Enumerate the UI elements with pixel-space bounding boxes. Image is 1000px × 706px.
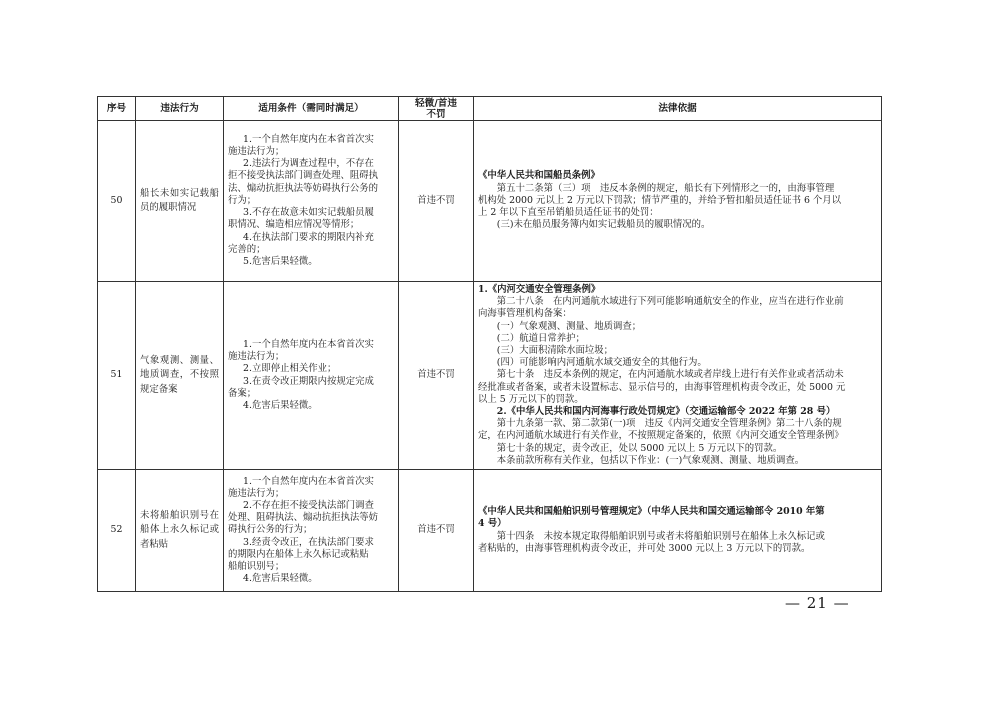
basis-line: 《中华人民共和国船员条例》	[478, 170, 600, 182]
basis-line: 4 号）	[478, 518, 507, 530]
cond-line: 施违法行为；	[228, 146, 285, 158]
basis-line: 第二十八条 在内河通航水域进行下列可能影响通航安全的作业，应当在进行作业前	[496, 296, 844, 308]
cond-line: 施违法行为；	[228, 487, 285, 499]
cond-line: 3.经责令改正，在执法部门要求	[243, 536, 374, 548]
cell-basis	[474, 282, 882, 470]
cell-mild: 首违不罚	[399, 121, 474, 282]
cond-line: 完善的；	[228, 243, 266, 255]
header-no: 序号	[98, 97, 136, 121]
basis-line: 《中华人民共和国船舶识别号管理规定》（中华人民共和国交通运输部令 2010 年第	[478, 506, 825, 518]
cond-line: 2.不存在拒不接受执法部门调查	[243, 499, 374, 511]
header-act: 违法行为	[136, 97, 224, 121]
cell-cond	[224, 470, 399, 592]
cell-mild: 首违不罚	[399, 282, 474, 470]
cell-cond	[224, 121, 399, 282]
cond-line: 1.一个自然年度内在本省首次实	[243, 475, 374, 487]
cell-basis	[474, 470, 882, 592]
basis-line: 第七十条 违反本条例的规定，在内河通航水域或者岸线上进行有关作业或者活动未	[496, 369, 844, 381]
cond-line: 4.危害后果轻微。	[243, 399, 318, 411]
basis-line: 第十九条第一款、第二款第(一)项 违反《内河交通安全管理条例》第二十八条的规	[496, 418, 842, 430]
table-row	[98, 282, 882, 470]
cell-act: 船长未如实记载船员的履职情况	[136, 121, 224, 282]
basis-line: 定，在内河通航水域进行有关作业，不按照规定备案的，依照《内河交通安全管理条例》	[478, 430, 844, 442]
basis-line: (三)未在船员服务簿内如实记载船员的履职情况的。	[496, 219, 711, 231]
basis-line: 本条前款所称有关作业，包括以下作业：(一)气象观测、测量、地质调查。	[496, 454, 805, 466]
cell-act: 气象观测、测量、地质调查，不按照规定备案	[136, 282, 224, 470]
basis-line: 经批准或者备案，或者未设置标志、显示信号的，由海事管理机构责令改正，处 5000 元	[478, 381, 846, 393]
basis-line: 机构处 2000 元以上 2 万元以下罚款；情节严重的，并给予暂扣船员适任证书 6 个月以	[478, 194, 842, 206]
basis-line: 2.《中华人民共和国内河海事行政处罚规定》（交通运输部令 2022 年第 28 号）	[496, 406, 836, 417]
cond-line: 4.危害后果轻微。	[243, 573, 318, 585]
basis-line: 第七十条的规定，责令改正，处以 5000 元以上 5 万元以下的罚款。	[496, 442, 783, 454]
cell-basis	[474, 121, 882, 282]
table-row	[98, 470, 882, 592]
basis-line: 以上 5 万元以下的罚款。	[478, 393, 584, 405]
cond-line: 备案；	[228, 387, 257, 399]
page-number: — 21 —	[785, 594, 850, 612]
cond-line: 法、煽动抗拒执法等妨碍执行公务的	[228, 182, 379, 194]
header-basis: 法律依据	[474, 97, 882, 121]
cond-line: 2.违法行为调查过程中，不存在	[243, 158, 374, 170]
header-cond: 适用条件（需同时满足）	[224, 97, 399, 121]
cond-line: 3.在责令改正期限内按规定完成	[243, 375, 374, 387]
cond-line: 处理、阻碍执法、煽动抗拒执法等妨	[228, 512, 379, 524]
basis-line: 者粘贴的，由海事管理机构责令改正，并可处 3000 元以上 3 万元以下的罚款。	[478, 542, 811, 554]
regulation-table	[97, 96, 882, 592]
cond-line: 1.一个自然年度内在本省首次实	[243, 338, 374, 350]
basis-line: (四）可能影响内河通航水域交通安全的其他行为。	[496, 357, 707, 369]
cell-act: 未将船舶识别号在船体上永久标记或者粘贴	[136, 470, 224, 592]
cell-mild: 首违不罚	[399, 470, 474, 592]
cell-no: 51	[98, 282, 136, 470]
header-mild	[399, 97, 474, 121]
cond-line: 施违法行为；	[228, 351, 285, 363]
cond-line: 职情况、编造相应情况等情形；	[228, 219, 360, 231]
cell-no: 52	[98, 470, 136, 592]
cond-line: 4.在执法部门要求的期限内补充	[243, 231, 374, 243]
table-header-row	[98, 97, 882, 121]
cell-no: 50	[98, 121, 136, 282]
cell-cond	[224, 282, 399, 470]
cond-line: 5.危害后果轻微。	[243, 255, 318, 267]
basis-line: (三）大面积清除水面垃圾；	[496, 344, 613, 356]
basis-line: 1.《内河交通安全管理条例》	[478, 283, 601, 295]
cond-line: 行为；	[228, 194, 257, 206]
basis-line: (二）航道日常养护；	[496, 332, 585, 344]
header-mild-label: 轻微/首违不罚	[415, 97, 457, 120]
cond-line: 3.不存在故意未如实记载船员履	[243, 207, 374, 219]
cond-line: 1.一个自然年度内在本省首次实	[243, 133, 374, 145]
basis-line: 上 2 年以下直至吊销船员适任证书的处罚：	[478, 207, 659, 219]
basis-line: (一）气象观测、测量、地质调查；	[496, 320, 642, 332]
cond-line: 2.立即停止相关作业；	[243, 363, 337, 375]
basis-line: 向海事管理机构备案：	[478, 308, 572, 320]
cond-line: 的期限内在船体上永久标记或粘贴	[228, 548, 369, 560]
cond-line: 拒不接受执法部门调查处理、阻碍执	[228, 170, 379, 182]
cond-line: 船舶识别号；	[228, 561, 285, 572]
basis-line: 第十四条 未按本规定取得船舶识别号或者未将船舶识别号在船体上永久标记或	[496, 530, 825, 542]
table-row	[98, 121, 882, 282]
cond-line: 碍执行公务的行为；	[228, 524, 313, 536]
basis-line: 第五十二条第（三）项 违反本条例的规定，船长有下列情形之一的，由海事管理	[496, 182, 835, 194]
